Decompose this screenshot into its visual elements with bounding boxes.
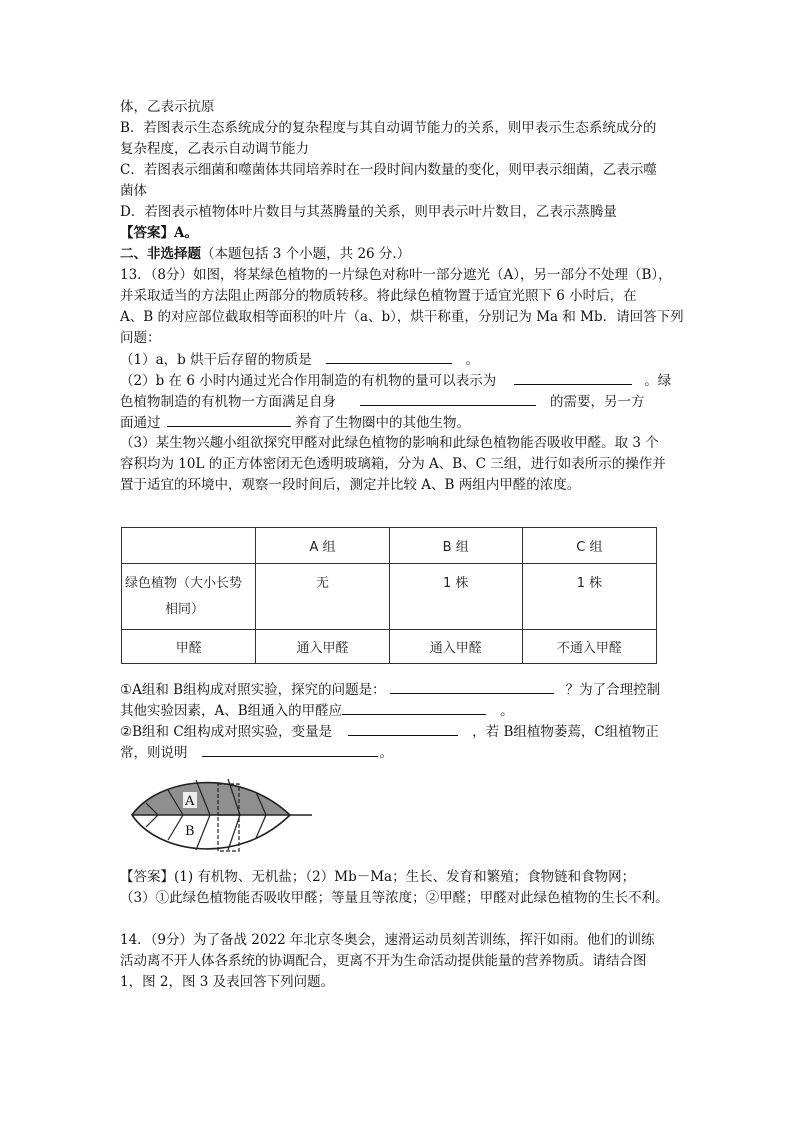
section-title: 二、非选择题 (120, 246, 201, 262)
blank-2[interactable] (514, 370, 632, 385)
leaf-label-a: A (185, 794, 195, 809)
table-header-cell: B 组 (389, 528, 522, 564)
table-row-label: 甲醛 (122, 630, 256, 664)
q13-1-end: 。 (465, 352, 480, 368)
q13-2c-text: 面通过 (120, 415, 161, 431)
table-cell: 无 (256, 564, 389, 630)
q13-2b-end: 的需要，另一方 (550, 394, 645, 410)
sub2-text: ②B组和 C组构成对照实验，变量是 (120, 724, 333, 740)
sub2-line1 (120, 721, 659, 743)
table-row-label (122, 564, 256, 630)
q13-2-text: （2）b 在 6 小时内通过光合作用制造的有机物的量可以表示为 (120, 373, 497, 389)
blank-4[interactable] (167, 412, 291, 427)
q14-line1: 14．（9分）为了备战 2022 年北京冬奥会，速滑运动员刻苦训练，挥汗如雨。他们的训练 (120, 932, 655, 948)
q13-line3: A、B 的对应部位截取相等面积的叶片（a、b），烘干称重，分别记为 Ma 和 Mb．请回答下列 (120, 309, 684, 325)
q13-line1: 13．（8分）如图，将某绿色植物的一片绿色对称叶一部分遮光（A），另一部分不处理（B）， (120, 267, 672, 283)
sub2b-end: 。 (379, 745, 393, 761)
leaf-diagram (128, 770, 318, 860)
q13-3-line2: 容积均为 10L 的正方体密闭无色透明玻璃箱，分为 A、B、C 三组，进行如表所示的操作并 (120, 456, 666, 472)
table-row (122, 564, 657, 630)
q13-1 (120, 349, 479, 371)
blank-1[interactable] (326, 349, 452, 364)
sub1-end: ？为了合理控制 (565, 682, 661, 698)
answer-12: 【答案】A。 (120, 225, 198, 241)
q13-3-line1: （3）某生物兴趣小组欲探究甲醛对此绿色植物的影响和此绿色植物能否吸收甲醛。取 3 个 (120, 435, 659, 451)
blank-8[interactable] (202, 742, 378, 757)
leaf-upper-shaded (132, 783, 290, 815)
q13-1-text: （1）a，b 烘干后存留的物质是 (120, 352, 312, 368)
table-cell: 不通入甲醛 (522, 630, 656, 664)
answer-13-line1: 【答案】(1) 有机物、无机盐；（2）Mb－Ma；生长、发育和繁殖；食物链和食物网； (120, 869, 636, 885)
blank-3[interactable] (360, 391, 536, 406)
blank-7[interactable] (348, 721, 458, 736)
blank-6[interactable] (342, 700, 486, 715)
q13-3-line3: 置于适宜的环境中，观察一段时间后，测定并比较 A、B 两组内甲醛的浓度。 (120, 477, 581, 493)
table-cell: 通入甲醛 (389, 630, 522, 664)
table-header-cell (122, 528, 256, 564)
row-label-line2: 相同） (165, 601, 205, 617)
q13-line4: 问题： (120, 330, 161, 346)
table-row (122, 630, 657, 664)
leaf-label-b: B (185, 824, 195, 839)
table-cell: 1 株 (389, 564, 522, 630)
blank-5[interactable] (390, 679, 554, 694)
option-c-line1: C．若图表示细菌和噬菌体共同培养时在一段时间内数量的变化，则甲表示细菌，乙表示噬 (120, 162, 657, 178)
option-d-line: D．若图表示植物体叶片数目与其蒸腾量的关系，则甲表示叶片数目，乙表示蒸腾量 (120, 204, 617, 220)
option-b-line2: 复杂程度，乙表示自动调节能力 (120, 141, 309, 157)
q13-2-line3 (120, 412, 470, 434)
answer-13-line2: （3）①此绿色植物能否吸收甲醛；等量且等浓度；②甲醛；甲醛对此绿色植物的生长不利。 (120, 890, 669, 906)
sub1b-text: 其他实验因素，A、B组通入的甲醛应 (120, 703, 343, 719)
sub1b-end: 。 (500, 703, 514, 719)
section-heading (120, 244, 410, 265)
row-label-line1: 绿色植物（大小长势 (125, 575, 243, 591)
option-c-line2: 菌体 (120, 183, 147, 199)
experiment-table (121, 527, 657, 664)
option-b-line1: B．若图表示生态系统成分的复杂程度与其自动调节能力的关系，则甲表示生态系统成分的 (120, 120, 657, 136)
q13-2b-text: 色植物制造的有机物一方面满足自身 (120, 394, 336, 410)
table-cell: 通入甲醛 (256, 630, 389, 664)
sub2-end: ，若 B组植物萎蔫，C组植物正 (472, 724, 659, 740)
q13-2c-end: 养育了生物圈中的其他生物。 (294, 415, 470, 431)
sub2-line2 (120, 742, 393, 764)
table-header-cell: A 组 (256, 528, 389, 564)
sub1-line2 (120, 700, 514, 722)
table-header-row (122, 528, 657, 564)
sub2b-text: 常，则说明 (120, 745, 188, 761)
option-a-tail: 体，乙表示抗原 (120, 99, 215, 115)
q13-2-line1 (120, 370, 671, 392)
q13-2-end: 。绿 (644, 373, 672, 389)
section-note: （本题包括 3 个小题，共 26 分.） (201, 246, 411, 262)
sub1-line1 (120, 679, 660, 701)
q14-line2: 活动离不开人体各系统的协调配合，更离不开为生命活动提供能量的营养物质。请结合图 (120, 953, 647, 969)
q13-2-line2 (120, 391, 645, 413)
table-header-cell: C 组 (522, 528, 656, 564)
q14-line3: 1，图 2，图 3 及表回答下列问题。 (120, 974, 335, 990)
table-cell: 1 株 (522, 564, 656, 630)
sub1-text: ①A组和 B组构成对照实验，探究的问题是： (120, 682, 386, 698)
q13-line2: 并采取适当的方法阻止两部分的物质转移。将此绿色植物置于适宜光照下 6 小时后，在 (120, 288, 637, 304)
